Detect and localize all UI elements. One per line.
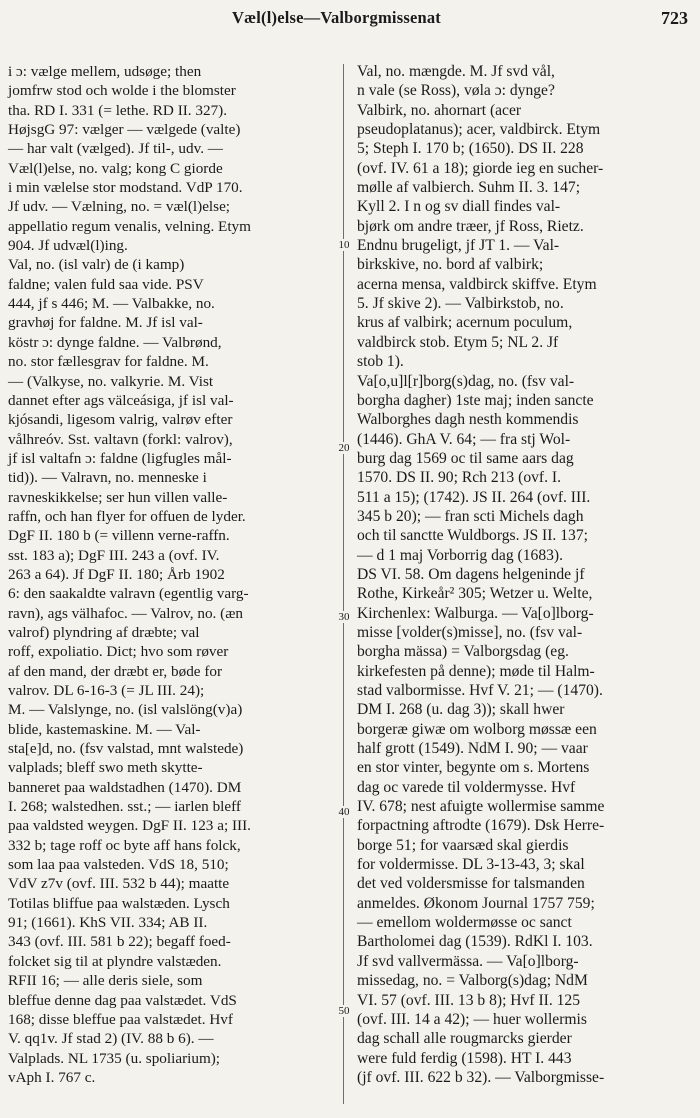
text-line: Væl(l)else, no. valg; kong C giorde <box>8 159 223 177</box>
text-line: anmeldes. Økonom Journal 1757 759; <box>357 894 595 912</box>
text-line: for voldermisse. DL 3-13-43, 3; skal <box>357 856 585 874</box>
text-line: I. 268; walstedhen. sst.; — iarlen bleff <box>8 798 241 816</box>
text-line: borgha mässa) = Valborgsdag (eg. <box>357 643 569 661</box>
line-number-10: 10 <box>334 239 354 251</box>
text-line: roff, expoliatio. Dict; hvo som røver <box>8 643 229 661</box>
text-line: som laa paa valsteden. VdS 18, 510; <box>8 856 229 874</box>
text-line: jomfrw stod och wolde i the blomster <box>8 82 236 100</box>
text-line: en stor vinter, begynte om s. Mortens <box>357 759 590 777</box>
text-line: 332 b; tage roff oc byte aff hans folck, <box>8 836 241 854</box>
running-head: Væl(l)else—Valborgmissenat <box>232 8 441 27</box>
text-line: borge 51; for vaarsæd skal gierdis <box>357 836 569 854</box>
text-line: Rothe, Kirkeår² 305; Wetzer u. Welte, <box>357 585 593 603</box>
text-line: 345 b 20); — fran scti Michels dagh <box>357 507 584 525</box>
line-number-30: 30 <box>334 611 354 623</box>
text-line: ravn), ags välhafoc. — Valrov, no. (æn <box>8 604 243 622</box>
text-line: krus af valbirk; acernum poculum, <box>357 314 573 332</box>
text-line: folcket sig til at plyndre valstæden. <box>8 952 222 970</box>
text-line: och til sanctte Wuldborgs. JS II. 137; <box>357 527 588 545</box>
text-line: 5; Steph I. 170 b; (1650). DS II. 228 <box>357 140 584 158</box>
text-line: dag schall alle rougmarcks gierder <box>357 1030 572 1048</box>
text-line: M. — Valslynge, no. (isl valslöng(v)a) <box>8 701 243 719</box>
text-line: DM I. 268 (u. dag 3)); skall hwer <box>357 701 565 719</box>
text-line: kirkefesten på denne); møde til Halm- <box>357 662 595 680</box>
text-line: Valplads. NL 1735 (u. spoliarium); <box>8 1049 221 1067</box>
text-line: stad valbormisse. Hvf V. 21; — (1470). <box>357 682 603 699</box>
text-line: 343 (ovf. III. 581 b 22); begaff foed- <box>8 933 231 951</box>
text-line: 444, jf s 446; M. — Valbakke, no. <box>8 295 215 313</box>
line-number-40: 40 <box>334 806 354 818</box>
text-line: DS VI. 58. Om dagens helgeninde jf <box>357 565 585 583</box>
text-line: borgha dagher) 1ste maj; inden sancte <box>357 391 594 409</box>
text-line: n vale (se Ross), vøla ɔ: dynge? <box>357 82 555 100</box>
text-line: 1570. DS II. 90; Rch 213 (ovf. I. <box>357 469 561 487</box>
text-line: pseudoplatanus); acer, valdbirck. Etym <box>357 121 601 139</box>
text-line: det ved voldersmisse for talsmanden <box>357 875 585 893</box>
text-line: (1446). GhA V. 64; — fra stj Wol- <box>357 430 571 448</box>
text-line: sst. 183 a); DgF III. 243 a (ovf. IV. <box>8 546 220 564</box>
text-line: RFII 16; — alle deris siele, som <box>8 972 203 990</box>
text-line: 5. Jf skive 2). — Valbirkstob, no. <box>357 295 564 313</box>
page-number: 723 <box>661 8 688 28</box>
text-line: misse [volder(s)misse], no. (fsv val- <box>357 623 583 641</box>
text-line: half grott (1549). NdM I. 90; — vaar <box>357 740 588 758</box>
text-line: gravhøj for faldne. M. Jf isl val- <box>8 314 203 332</box>
text-line: (ovf. IV. 61 a 18); giorde ieg en sucher- <box>357 159 604 177</box>
column-divider <box>343 64 344 1104</box>
text-line: stob 1). <box>357 353 404 371</box>
text-line: kjósandi, ligesom valrig, valrøv efter <box>8 411 233 429</box>
text-line: Kyll 2. I n og sv diall findes val- <box>357 198 561 216</box>
left-column <box>8 62 335 1087</box>
text-line: V. qq1v. Jf stad 2) (IV. 88 b 6). — <box>8 1030 214 1048</box>
text-line: tha. RD I. 331 (= lethe. RD II. 327). <box>8 101 228 119</box>
text-line: blide, kastemaskine. M. — Val- <box>8 720 201 738</box>
text-line: mølle af valbierch. Suhm II. 3. 147; <box>357 179 581 197</box>
text-line: bleffue denne dag paa valstædet. VdS <box>8 991 237 1009</box>
text-line: — (Valkyse, no. valkyrie. M. Vist <box>8 372 214 390</box>
text-line: Totilas bliffue paa walstæden. Lysch <box>8 894 230 912</box>
text-line: burg dag 1569 oc til same aars dag <box>357 449 574 467</box>
text-line: Val, no. mængde. M. Jf svd vål, <box>357 63 555 80</box>
text-line: 168; disse bleffue paa valstædet. Hvf <box>8 1010 233 1028</box>
text-line: HøjsgG 97: vælger — vælgede (valte) <box>8 121 241 139</box>
text-line: acerna mensa, valdbirck skiffve. Etym <box>357 275 597 293</box>
text-line: VI. 57 (ovf. III. 13 b 8); Hvf II. 125 <box>357 991 581 1009</box>
text-line: faldne; valen fuld saa vide. PSV <box>8 275 204 293</box>
text-line: i min vælelse stor modstand. VdP 170. <box>8 179 243 197</box>
text-line: Bartholomei dag (1539). RdKl I. 103. <box>357 933 593 951</box>
text-line: Valbirk, no. ahornart (acer <box>357 101 522 119</box>
text-line: vålhreóv. Sst. valtavn (forkl: valrov), <box>8 430 233 448</box>
text-line: 6: den saakaldte valravn (egentlig varg- <box>8 585 249 603</box>
text-line: af den mand, der dræbt er, bøde for <box>8 662 223 680</box>
text-line: i ɔ: vælge mellem, udsøge; then <box>8 63 202 80</box>
text-line: borgeræ giwæ om wolborg møssæ een <box>357 720 597 738</box>
text-line: Va[o,u]l[r]borg(s)dag, no. (fsv val- <box>357 372 575 390</box>
text-line: IV. 678; nest afuigte wollermise samme <box>357 798 605 816</box>
line-number-20: 20 <box>334 442 354 454</box>
text-line: DgF II. 180 b (= villenn verne-raffn. <box>8 527 230 545</box>
text-line: Kirchenlex: Walburga. — Va[o]lborg- <box>357 604 594 622</box>
text-line: — d 1 maj Vorborrig dag (1683). <box>357 546 564 564</box>
text-line: Walborghes dagh nesth kommendis <box>357 411 579 429</box>
text-line: forpactning aftrodte (1679). Dsk Herre- <box>357 817 605 835</box>
page-header <box>0 8 700 32</box>
text-line: missedag, no. = Valborg(s)dag; NdM <box>357 972 588 990</box>
text-line: Endnu brugeligt, jf JT 1. — Val- <box>357 237 560 255</box>
text-line: — har valt (vælged). Jf til-, udv. — <box>8 140 223 158</box>
text-line: valrof) plyndring af dræbte; val <box>8 623 200 641</box>
text-line: sta[e]d, no. (fsv valstad, mnt walstede) <box>8 740 244 758</box>
text-line: banneret paa waldstadhen (1470). DM <box>8 778 242 796</box>
text-line: 904. Jf udvæl(l)ing. <box>8 237 128 255</box>
text-line: dannet efter ags välceásiga, jf isl val- <box>8 391 234 409</box>
text-line: Val, no. (isl valr) de (i kamp) <box>8 256 185 274</box>
text-line: ravneskikkelse; ser hun villen valle- <box>8 488 228 506</box>
text-line: vAph I. 767 c. <box>8 1068 96 1086</box>
text-line: bjørk om andre træer, jf Ross, Rietz. <box>357 217 584 235</box>
text-line: — emellom woldermøsse oc sanct <box>357 914 572 932</box>
text-line: appellatio regum venalis, velning. Etym <box>8 217 251 235</box>
text-line: Jf udv. — Vælning, no. = væl(l)else; <box>8 198 231 216</box>
text-line: valrov. DL 6-16-3 (= JL III. 24); <box>8 682 205 699</box>
right-column <box>357 62 692 1087</box>
text-line: valdbirck stob. Etym 5; NL 2. Jf <box>357 333 559 351</box>
text-line: were fuld ferdig (1598). HT I. 443 <box>357 1049 572 1067</box>
text-line: 263 a 64). Jf DgF II. 180; Årb 1902 <box>8 565 225 583</box>
text-line: (jf ovf. III. 622 b 32). — Valborgmisse- <box>357 1068 605 1086</box>
text-line: VdV z7v (ovf. III. 532 b 44); maatte <box>8 875 230 893</box>
text-line: dag oc varede til voldermysse. Hvf <box>357 778 576 796</box>
text-line: 511 a 15); (1742). JS II. 264 (ovf. III. <box>357 488 591 506</box>
text-line: köstr ɔ: dynge faldne. — Valbrønd, <box>8 333 222 351</box>
text-line: 91; (1661). KhS VII. 334; AB II. <box>8 914 208 932</box>
text-line: (ovf. III. 14 a 42); — huer wollermis <box>357 1010 587 1028</box>
text-line: raffn, och han flyer for offuen de lyder. <box>8 507 246 525</box>
text-line: jf isl valtafn ɔ: faldne (ligfugles mål- <box>8 449 232 467</box>
line-number-50: 50 <box>334 1005 354 1017</box>
text-line: no. stor fællesgrav for faldne. M. <box>8 353 209 371</box>
text-line: valplads; bleff swo meth skytte- <box>8 759 203 777</box>
text-line: birkskive, no. bord af valbirk; <box>357 256 544 274</box>
text-line: tid)). — Valravn, no. menneske i <box>8 469 207 487</box>
text-line: paa valdsted weygen. DgF II. 123 a; III. <box>8 817 251 835</box>
text-line: Jf svd vallvermässa. — Va[o]lborg- <box>357 952 579 970</box>
